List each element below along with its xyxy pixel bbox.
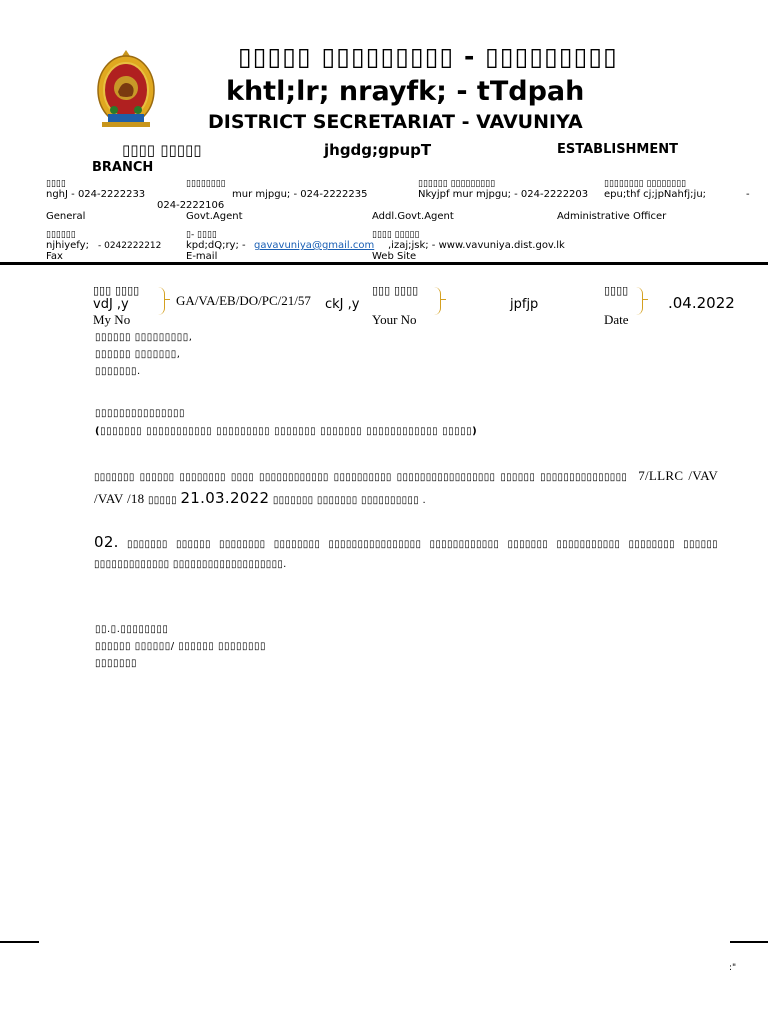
paragraph-2-text: ▯▯▯▯▯▯▯ ▯▯▯▯▯▯ ▯▯▯▯▯▯▯▯ ▯▯▯▯▯▯▯▯ ▯▯▯▯▯▯▯▯▯▯▯▯▯▯▯▯ ▯▯▯▯▯▯▯▯▯▯▯▯ ▯▯▯▯▯▯▯ ▯▯▯▯▯▯▯▯▯▯▯ ▯▯▯▯▯▯▯▯ ▯▯▯▯▯▯ ▯▯▯▯▯▯▯▯▯▯▯▯▯ ▯▯▯▯▯▯▯▯▯▯▯▯▯▯▯▯▯▯▯. [94,539,718,570]
paragraph-1 [94,466,718,511]
govt-agent-phone-2: 024-2222106 [157,200,225,211]
your-no-brace [434,287,441,315]
my-no-label: My No [93,312,131,327]
title-tamil-font: khtl;lr; nrayfk; - tTdpah [226,76,585,107]
branch-english: ESTABLISHMENT [557,142,678,157]
title-tamil-glyphs: ▯▯▯▯▯ ▯▯▯▯▯▯▯▯▯ - ▯▯▯▯▯▯▯▯▯ [238,42,618,71]
my-no-glyph: ▯▯▯ ▯▯▯▯ [93,284,140,297]
fax-label: Fax [46,251,63,262]
subject-title: ▯▯▯▯▯▯▯▯▯▯▯▯▯▯▯ [95,408,186,419]
govt-agent-glyph: ▯▯▯▯▯▯▯▯ [186,179,226,189]
branch-tamil: jhgdg;gpupT [324,141,432,159]
address-line-3: ▯▯▯▯▯▯▯. [95,366,141,377]
general-glyph: ▯▯▯▯ [46,179,66,189]
general-phone: nghJ - 024-2222233 [46,189,146,200]
email-link[interactable]: gavavuniya@gmail.com [254,240,375,251]
address-line-1: ▯▯▯▯▯▯ ▯▯▯▯▯▯▯▯▯, [95,332,193,343]
paragraph-1-glyph: ▯▯▯▯▯ [147,495,177,506]
paragraph-2-number: 02. [94,533,119,551]
admin-officer-dash: - [746,189,750,200]
your-no-label: Your No [372,312,417,327]
your-no-tamil: ckJ ,y [325,297,360,312]
admin-officer-glyph: ▯▯▯▯▯▯▯▯ ▯▯▯▯▯▯▯▯ [604,179,687,189]
date-tamil: jpfjp [510,297,539,312]
date-brace [636,287,643,315]
email-label-tamil: kpd;dQ;ry; - [186,240,246,251]
address-line-2: ▯▯▯▯▯▯ ▯▯▯▯▯▯▯, [95,349,181,360]
branch-glyphs: ▯▯▯▯ ▯▯▯▯▯ [122,141,202,159]
web-glyph: ▯▯▯▯ ▯▯▯▯▯ [372,230,420,240]
fax-number: - 0242222212 [98,241,162,251]
title-english: DISTRICT SECRETARIAT - VAVUNIYA [208,111,583,133]
govt-agent-label: Govt.Agent [186,211,243,222]
signature-title: ▯▯▯▯▯▯ ▯▯▯▯▯▯/ ▯▯▯▯▯▯ ▯▯▯▯▯▯▯▯ [95,641,266,652]
fax-label-tamil: njhiyefy; [46,240,89,251]
paragraph-1-ref: 7/LLRC /VAV /VAV /18 [94,468,719,506]
email-label: E-mail [186,251,218,262]
paragraph-1-date: 21.03.2022 [180,489,270,507]
my-no-value: GA/VA/EB/DO/PC/21/57 [176,293,311,308]
admin-officer-line: epu;thf cj;jpNahfj;ju; [604,189,707,200]
signature-place: ▯▯▯▯▯▯▯ [95,658,138,669]
signature-name: ▯▯.▯.▯▯▯▯▯▯▯▯ [95,624,169,635]
footer-mark: :" [729,963,737,973]
paragraph-2 [94,532,718,575]
date-glyph: ▯▯▯▯ [604,284,629,297]
email-glyph: ▯- ▯▯▯▯ [186,230,217,240]
paragraph-1-text: ▯▯▯▯▯▯▯ ▯▯▯▯▯▯ ▯▯▯▯▯▯▯▯ ▯▯▯▯ ▯▯▯▯▯▯▯▯▯▯▯▯ ▯▯▯▯▯▯▯▯▯▯ ▯▯▯▯▯▯▯▯▯▯▯▯▯▯▯▯▯ ▯▯▯▯▯▯ ▯▯▯▯▯▯▯▯▯▯▯▯▯▯▯ [94,472,628,483]
addl-agent-phone: Nkyjpf mur mjpgu; - 024-2222203 [418,189,589,200]
footer-rule-left [0,941,39,943]
admin-officer-label: Administrative Officer [557,211,667,222]
web-label: Web Site [372,251,417,262]
date-label: Date [604,312,629,327]
subject-detail: (▯▯▯▯▯▯▯ ▯▯▯▯▯▯▯▯▯▯▯ ▯▯▯▯▯▯▯▯▯ ▯▯▯▯▯▯▯ ▯▯▯▯▯▯▯ ▯▯▯▯▯▯▯▯▯▯▯▯ ▯▯▯▯▯) [95,426,478,437]
paragraph-1-tail: ▯▯▯▯▯▯▯ ▯▯▯▯▯▯▯ ▯▯▯▯▯▯▯▯▯▯ . [272,495,426,506]
branch-english-2: BRANCH [92,160,154,175]
addl-agent-label: Addl.Govt.Agent [372,211,454,222]
fax-glyph: ▯▯▯▯▯▯ [46,230,76,240]
header-divider [0,262,768,265]
emblem-seal [94,48,158,130]
date-value: .04.2022 [668,294,735,312]
addl-agent-glyph: ▯▯▯▯▯▯ ▯▯▯▯▯▯▯▯▯ [418,179,496,189]
your-no-glyph: ▯▯▯ ▯▯▯▯ [372,284,419,297]
my-no-brace [158,287,165,315]
footer-rule-right [730,941,768,943]
govt-agent-phone: mur mjpgu; - 024-2222235 [232,189,368,200]
my-no-tamil: vdJ ,y [93,297,129,312]
general-label: General [46,211,86,222]
web-line: ,izaj;jsk; - www.vavuniya.dist.gov.lk [388,240,565,251]
